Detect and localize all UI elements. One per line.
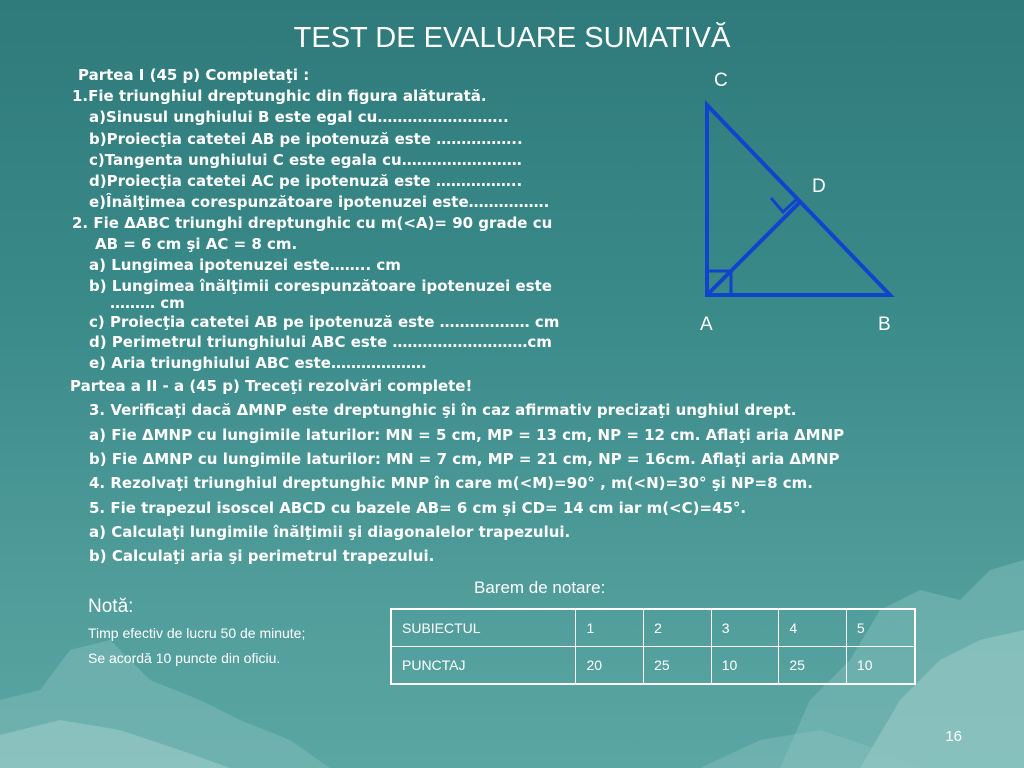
part1-heading: Partea I (45 p) Completaţi : — [78, 66, 310, 84]
question-4: 4. Rezolvaţi triunghiul dreptunghic MNP în care m(<M)=90° , m(<N)=30° şi NP=8 cm. — [89, 474, 813, 492]
q2-item-b-cont: ……… cm — [110, 294, 185, 312]
part2-heading: Partea a II - a (45 p) Treceţi rezolvări complete! — [70, 377, 473, 395]
barem-title: Barem de notare: — [474, 578, 606, 597]
table-cell: PUNCTAJ — [391, 647, 576, 685]
table-cell: 10 — [846, 647, 915, 685]
q5-item-a: a) Calculaţi lungimile înălţimii şi diagonalelor trapezului. — [89, 523, 571, 541]
q2-item-c: c) Proiecţia catetei AB pe ipotenuză este ……………… cm — [89, 313, 560, 331]
q5-item-b: b) Calculaţi aria şi perimetrul trapezului. — [89, 547, 435, 565]
note-line-1: Timp efectiv de lucru 50 de minute; — [88, 625, 306, 641]
question-2: 2. Fie ΔABC triunghi dreptunghic cu m(<A)= 90 grade cu — [72, 214, 553, 232]
altitude-ad — [707, 202, 800, 295]
q2-item-a: a) Lungimea ipotenuzei este…….. cm — [89, 256, 401, 274]
table-row — [391, 609, 915, 647]
page-number: 16 — [945, 728, 962, 745]
table-cell: 1 — [576, 609, 644, 647]
label-c: C — [714, 70, 728, 91]
label-a: A — [700, 314, 713, 335]
right-triangle-figure — [690, 90, 910, 310]
q2-item-d: d) Perimetrul triunghiului ABC este ………………………cm — [89, 333, 552, 351]
table-cell: 25 — [779, 647, 847, 685]
q3-item-b: b) Fie ΔMNP cu lungimile laturilor: MN = 7 cm, MP = 21 cm, NP = 16cm. Aflaţi aria ΔMNP — [89, 450, 840, 468]
q2-item-b: b) Lungimea înălţimii corespunzătoare ipotenuzei este — [89, 277, 552, 295]
table-row — [391, 647, 915, 685]
label-b: B — [878, 314, 891, 335]
table-cell: 2 — [644, 609, 712, 647]
table-cell: 5 — [846, 609, 915, 647]
table-cell: SUBIECTUL — [391, 609, 576, 647]
question-3: 3. Verificaţi dacă ΔMNP este dreptunghic şi în caz afirmativ precizaţi unghiul drept. — [89, 401, 797, 419]
note-title: Notă: — [88, 596, 134, 617]
note-line-2: Se acordă 10 puncte din oficiu. — [88, 650, 281, 666]
q1-item-d: d)Proiecţia catetei AC pe ipotenuză este …………….. — [89, 172, 523, 190]
table-cell: 25 — [644, 647, 712, 685]
question-2-data: AB = 6 cm şi AC = 8 cm. — [95, 235, 298, 253]
q3-item-a: a) Fie ΔMNP cu lungimile laturilor: MN = 5 cm, MP = 13 cm, NP = 12 cm. Aflaţi aria ΔMNP — [89, 426, 845, 444]
table-cell: 10 — [711, 647, 779, 685]
score-table — [390, 608, 916, 685]
q1-item-c: c)Tangenta unghiului C este egala cu…………………… — [89, 151, 522, 169]
label-d: D — [812, 176, 826, 197]
q2-item-e: e) Aria triunghiului ABC este………………. — [89, 354, 427, 372]
q1-item-a: a)Sinusul unghiului B este egal cu…………………….. — [89, 108, 509, 126]
question-1: 1.Fie triunghiul dreptunghic din figura alăturată. — [72, 87, 487, 105]
table-cell: 4 — [779, 609, 847, 647]
q1-item-b: b)Proiecţia catetei AB pe ipotenuză este …………….. — [89, 130, 523, 148]
question-5: 5. Fie trapezul isoscel ABCD cu bazele AB= 6 cm şi CD= 14 cm iar m(<C)=45°. — [89, 499, 747, 517]
table-cell: 3 — [711, 609, 779, 647]
slide-title: TEST DE EVALUARE SUMATIVĂ — [293, 22, 731, 54]
table-cell: 20 — [576, 647, 644, 685]
q1-item-e: e)Înălţimea corespunzătoare ipotenuzei este……………. — [89, 193, 550, 211]
